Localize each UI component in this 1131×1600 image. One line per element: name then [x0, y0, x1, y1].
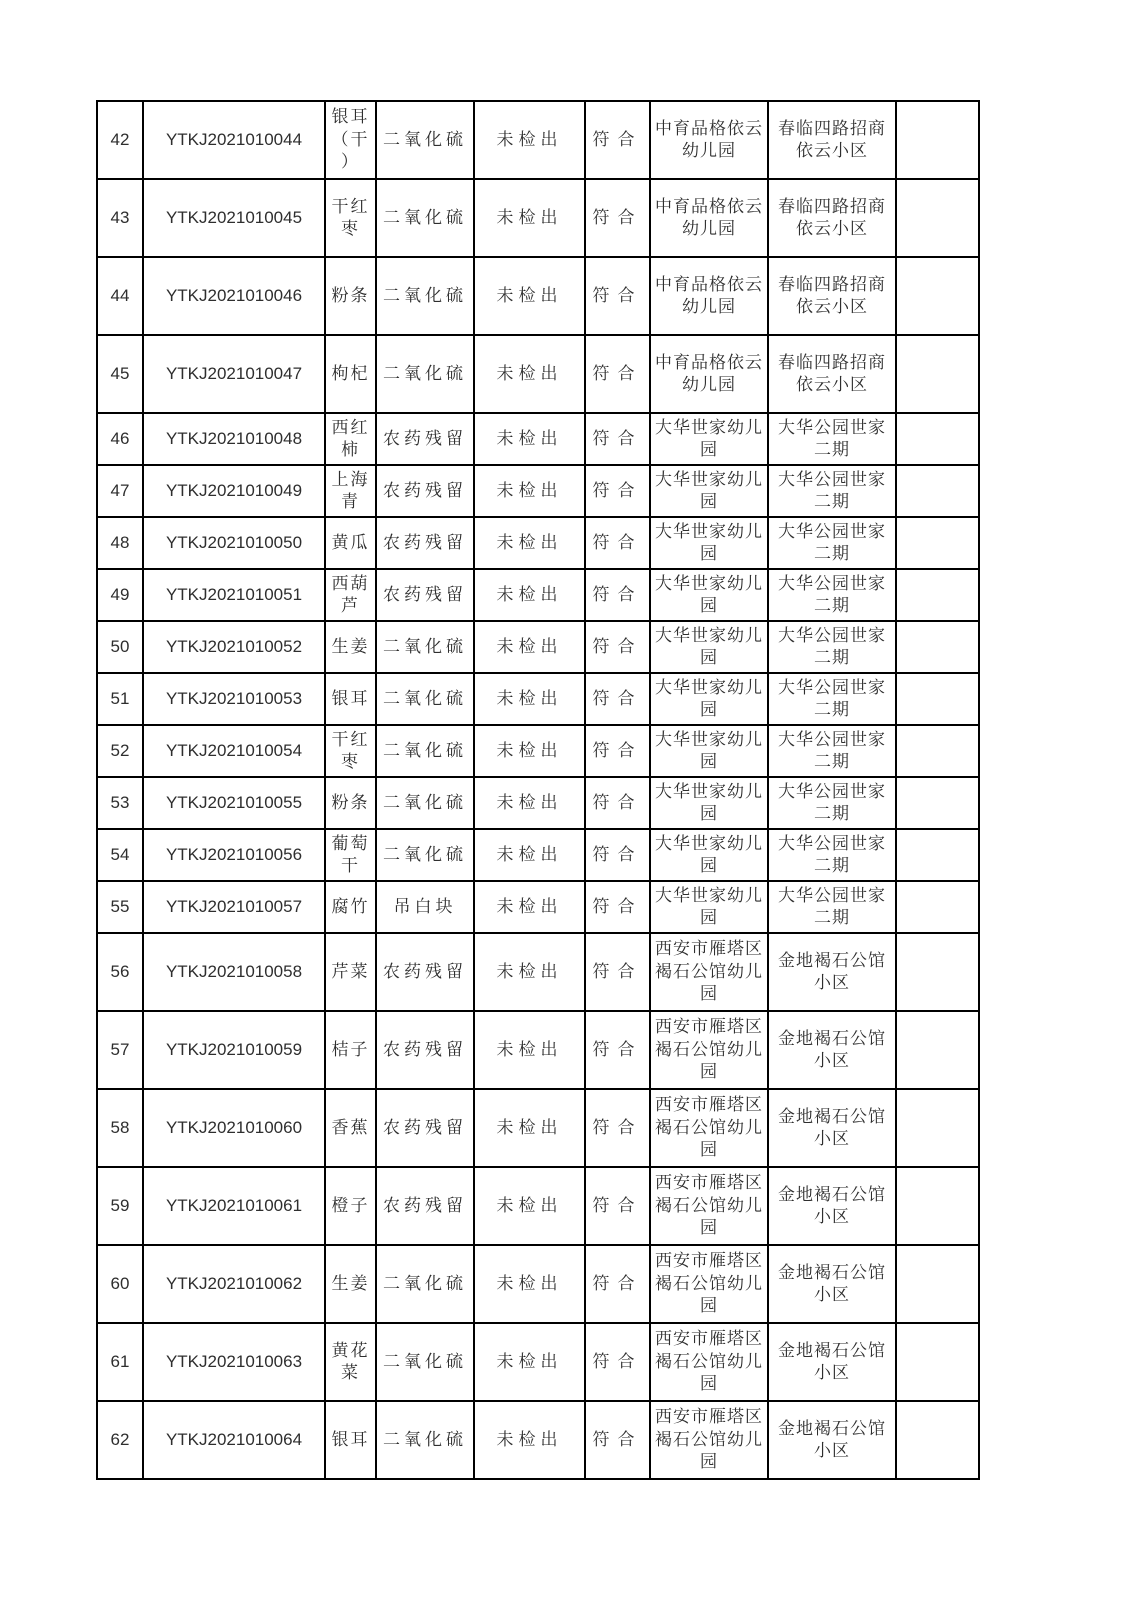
cell-test-item: 二氧化硫 [376, 257, 474, 335]
cell-test-item: 二氧化硫 [376, 1401, 474, 1479]
cell-note [896, 777, 979, 829]
cell-sample-name: 银耳 [325, 673, 376, 725]
cell-seq: 44 [97, 257, 143, 335]
cell-conclusion: 符合 [585, 777, 650, 829]
cell-sample-id: YTKJ2021010063 [143, 1323, 325, 1401]
table-row [97, 257, 979, 335]
cell-result: 未检出 [474, 777, 585, 829]
cell-conclusion: 符合 [585, 1167, 650, 1245]
cell-address: 春临四路招商依云小区 [768, 179, 896, 257]
cell-seq: 55 [97, 881, 143, 933]
cell-note [896, 413, 979, 465]
cell-result: 未检出 [474, 1245, 585, 1323]
cell-conclusion: 符合 [585, 933, 650, 1011]
cell-institution: 西安市雁塔区褐石公馆幼儿园 [650, 933, 768, 1011]
cell-seq: 53 [97, 777, 143, 829]
cell-note [896, 1011, 979, 1089]
cell-institution: 大华世家幼儿园 [650, 517, 768, 569]
cell-seq: 50 [97, 621, 143, 673]
cell-test-item: 二氧化硫 [376, 1323, 474, 1401]
cell-test-item: 二氧化硫 [376, 1245, 474, 1323]
table-row [97, 179, 979, 257]
cell-conclusion: 符合 [585, 257, 650, 335]
cell-institution: 西安市雁塔区褐石公馆幼儿园 [650, 1167, 768, 1245]
cell-sample-id: YTKJ2021010059 [143, 1011, 325, 1089]
table-row [97, 777, 979, 829]
cell-seq: 51 [97, 673, 143, 725]
cell-conclusion: 符合 [585, 725, 650, 777]
cell-result: 未检出 [474, 1323, 585, 1401]
table-row [97, 1167, 979, 1245]
cell-conclusion: 符合 [585, 569, 650, 621]
cell-note [896, 621, 979, 673]
cell-address: 金地褐石公馆小区 [768, 1401, 896, 1479]
cell-test-item: 农药残留 [376, 465, 474, 517]
cell-sample-id: YTKJ2021010062 [143, 1245, 325, 1323]
cell-conclusion: 符合 [585, 1401, 650, 1479]
cell-result: 未检出 [474, 1089, 585, 1167]
cell-address: 金地褐石公馆小区 [768, 1167, 896, 1245]
table-row [97, 1089, 979, 1167]
cell-address: 大华公园世家二期 [768, 465, 896, 517]
cell-note [896, 881, 979, 933]
cell-sample-name: 芹菜 [325, 933, 376, 1011]
cell-note [896, 1401, 979, 1479]
cell-test-item: 二氧化硫 [376, 101, 474, 179]
cell-sample-id: YTKJ2021010056 [143, 829, 325, 881]
cell-institution: 大华世家幼儿园 [650, 569, 768, 621]
cell-sample-name: 粉条 [325, 777, 376, 829]
cell-address: 大华公园世家二期 [768, 725, 896, 777]
cell-address: 大华公园世家二期 [768, 621, 896, 673]
cell-note [896, 101, 979, 179]
cell-result: 未检出 [474, 179, 585, 257]
cell-address: 春临四路招商依云小区 [768, 257, 896, 335]
cell-institution: 大华世家幼儿园 [650, 881, 768, 933]
cell-note [896, 1167, 979, 1245]
cell-address: 金地褐石公馆小区 [768, 1011, 896, 1089]
cell-sample-id: YTKJ2021010045 [143, 179, 325, 257]
table-row [97, 465, 979, 517]
cell-seq: 61 [97, 1323, 143, 1401]
cell-sample-name: 西红柿 [325, 413, 376, 465]
cell-seq: 48 [97, 517, 143, 569]
cell-conclusion: 符合 [585, 1245, 650, 1323]
table-row [97, 933, 979, 1011]
cell-result: 未检出 [474, 725, 585, 777]
cell-conclusion: 符合 [585, 621, 650, 673]
cell-sample-id: YTKJ2021010048 [143, 413, 325, 465]
cell-test-item: 吊白块 [376, 881, 474, 933]
cell-result: 未检出 [474, 257, 585, 335]
cell-seq: 42 [97, 101, 143, 179]
cell-seq: 60 [97, 1245, 143, 1323]
cell-sample-name: 黄花菜 [325, 1323, 376, 1401]
cell-address: 金地褐石公馆小区 [768, 1245, 896, 1323]
cell-institution: 西安市雁塔区褐石公馆幼儿园 [650, 1323, 768, 1401]
cell-seq: 58 [97, 1089, 143, 1167]
cell-institution: 大华世家幼儿园 [650, 673, 768, 725]
table-row [97, 1323, 979, 1401]
table-row [97, 673, 979, 725]
cell-seq: 57 [97, 1011, 143, 1089]
cell-test-item: 农药残留 [376, 569, 474, 621]
cell-institution: 西安市雁塔区褐石公馆幼儿园 [650, 1401, 768, 1479]
cell-conclusion: 符合 [585, 335, 650, 413]
cell-result: 未检出 [474, 829, 585, 881]
cell-address: 春临四路招商依云小区 [768, 335, 896, 413]
cell-test-item: 二氧化硫 [376, 335, 474, 413]
cell-test-item: 农药残留 [376, 933, 474, 1011]
inspection-table-body [97, 101, 979, 1479]
cell-note [896, 465, 979, 517]
cell-seq: 62 [97, 1401, 143, 1479]
cell-note [896, 1323, 979, 1401]
cell-note [896, 179, 979, 257]
cell-sample-name: 银耳 [325, 1401, 376, 1479]
cell-note [896, 517, 979, 569]
cell-address: 大华公园世家二期 [768, 829, 896, 881]
cell-result: 未检出 [474, 465, 585, 517]
cell-address: 大华公园世家二期 [768, 777, 896, 829]
cell-result: 未检出 [474, 1011, 585, 1089]
cell-test-item: 二氧化硫 [376, 673, 474, 725]
cell-sample-name: 生姜 [325, 1245, 376, 1323]
cell-sample-name: 香蕉 [325, 1089, 376, 1167]
cell-test-item: 农药残留 [376, 517, 474, 569]
cell-note [896, 1245, 979, 1323]
cell-result: 未检出 [474, 881, 585, 933]
table-row [97, 725, 979, 777]
cell-conclusion: 符合 [585, 673, 650, 725]
table-row [97, 413, 979, 465]
cell-conclusion: 符合 [585, 881, 650, 933]
cell-test-item: 农药残留 [376, 1167, 474, 1245]
cell-sample-name: 干红枣 [325, 725, 376, 777]
cell-result: 未检出 [474, 101, 585, 179]
cell-test-item: 农药残留 [376, 1011, 474, 1089]
cell-result: 未检出 [474, 1401, 585, 1479]
cell-institution: 中育品格依云幼儿园 [650, 179, 768, 257]
cell-note [896, 725, 979, 777]
cell-address: 金地褐石公馆小区 [768, 1323, 896, 1401]
table-row [97, 335, 979, 413]
cell-note [896, 673, 979, 725]
cell-sample-id: YTKJ2021010061 [143, 1167, 325, 1245]
cell-address: 大华公园世家二期 [768, 881, 896, 933]
table-row [97, 881, 979, 933]
cell-address: 大华公园世家二期 [768, 517, 896, 569]
cell-result: 未检出 [474, 621, 585, 673]
cell-conclusion: 符合 [585, 1323, 650, 1401]
cell-conclusion: 符合 [585, 465, 650, 517]
cell-sample-name: 腐竹 [325, 881, 376, 933]
cell-address: 春临四路招商依云小区 [768, 101, 896, 179]
cell-institution: 中育品格依云幼儿园 [650, 335, 768, 413]
cell-test-item: 二氧化硫 [376, 829, 474, 881]
cell-seq: 59 [97, 1167, 143, 1245]
cell-test-item: 二氧化硫 [376, 179, 474, 257]
cell-conclusion: 符合 [585, 1089, 650, 1167]
cell-test-item: 农药残留 [376, 413, 474, 465]
cell-sample-id: YTKJ2021010049 [143, 465, 325, 517]
cell-institution: 大华世家幼儿园 [650, 777, 768, 829]
cell-seq: 45 [97, 335, 143, 413]
cell-address: 大华公园世家二期 [768, 673, 896, 725]
table-row [97, 569, 979, 621]
cell-seq: 46 [97, 413, 143, 465]
cell-sample-id: YTKJ2021010058 [143, 933, 325, 1011]
cell-conclusion: 符合 [585, 517, 650, 569]
table-row [97, 1011, 979, 1089]
cell-address: 大华公园世家二期 [768, 413, 896, 465]
cell-sample-id: YTKJ2021010044 [143, 101, 325, 179]
cell-conclusion: 符合 [585, 101, 650, 179]
cell-note [896, 569, 979, 621]
cell-sample-name: 枸杞 [325, 335, 376, 413]
cell-institution: 中育品格依云幼儿园 [650, 257, 768, 335]
cell-seq: 49 [97, 569, 143, 621]
cell-note [896, 1089, 979, 1167]
cell-sample-id: YTKJ2021010046 [143, 257, 325, 335]
cell-result: 未检出 [474, 335, 585, 413]
cell-note [896, 933, 979, 1011]
cell-conclusion: 符合 [585, 829, 650, 881]
cell-sample-name: 生姜 [325, 621, 376, 673]
cell-address: 大华公园世家二期 [768, 569, 896, 621]
cell-seq: 56 [97, 933, 143, 1011]
cell-seq: 52 [97, 725, 143, 777]
cell-sample-name: 银耳（干） [325, 101, 376, 179]
cell-note [896, 257, 979, 335]
cell-sample-id: YTKJ2021010052 [143, 621, 325, 673]
cell-result: 未检出 [474, 517, 585, 569]
cell-note [896, 335, 979, 413]
cell-sample-id: YTKJ2021010050 [143, 517, 325, 569]
cell-institution: 西安市雁塔区褐石公馆幼儿园 [650, 1089, 768, 1167]
cell-seq: 54 [97, 829, 143, 881]
cell-institution: 大华世家幼儿园 [650, 413, 768, 465]
cell-conclusion: 符合 [585, 413, 650, 465]
cell-test-item: 二氧化硫 [376, 777, 474, 829]
cell-result: 未检出 [474, 1167, 585, 1245]
cell-result: 未检出 [474, 413, 585, 465]
cell-address: 金地褐石公馆小区 [768, 933, 896, 1011]
cell-institution: 大华世家幼儿园 [650, 725, 768, 777]
cell-sample-id: YTKJ2021010060 [143, 1089, 325, 1167]
cell-institution: 中育品格依云幼儿园 [650, 101, 768, 179]
cell-sample-name: 葡萄干 [325, 829, 376, 881]
cell-sample-id: YTKJ2021010054 [143, 725, 325, 777]
cell-sample-name: 西葫芦 [325, 569, 376, 621]
cell-conclusion: 符合 [585, 1011, 650, 1089]
cell-test-item: 二氧化硫 [376, 725, 474, 777]
cell-sample-name: 上海青 [325, 465, 376, 517]
table-row [97, 829, 979, 881]
cell-institution: 大华世家幼儿园 [650, 621, 768, 673]
cell-test-item: 二氧化硫 [376, 621, 474, 673]
cell-sample-id: YTKJ2021010064 [143, 1401, 325, 1479]
table-row [97, 1401, 979, 1479]
cell-test-item: 农药残留 [376, 1089, 474, 1167]
cell-institution: 大华世家幼儿园 [650, 829, 768, 881]
cell-institution: 西安市雁塔区褐石公馆幼儿园 [650, 1245, 768, 1323]
cell-sample-id: YTKJ2021010047 [143, 335, 325, 413]
cell-sample-name: 干红枣 [325, 179, 376, 257]
cell-result: 未检出 [474, 933, 585, 1011]
cell-note [896, 829, 979, 881]
table-row [97, 1245, 979, 1323]
table-row [97, 621, 979, 673]
cell-sample-id: YTKJ2021010057 [143, 881, 325, 933]
cell-seq: 43 [97, 179, 143, 257]
cell-conclusion: 符合 [585, 179, 650, 257]
cell-result: 未检出 [474, 569, 585, 621]
cell-sample-id: YTKJ2021010051 [143, 569, 325, 621]
table-row [97, 517, 979, 569]
cell-sample-name: 橙子 [325, 1167, 376, 1245]
cell-address: 金地褐石公馆小区 [768, 1089, 896, 1167]
cell-seq: 47 [97, 465, 143, 517]
cell-sample-name: 粉条 [325, 257, 376, 335]
cell-sample-id: YTKJ2021010055 [143, 777, 325, 829]
table-row [97, 101, 979, 179]
cell-institution: 西安市雁塔区褐石公馆幼儿园 [650, 1011, 768, 1089]
inspection-table [96, 100, 980, 1480]
cell-result: 未检出 [474, 673, 585, 725]
cell-sample-name: 桔子 [325, 1011, 376, 1089]
cell-sample-id: YTKJ2021010053 [143, 673, 325, 725]
cell-institution: 大华世家幼儿园 [650, 465, 768, 517]
cell-sample-name: 黄瓜 [325, 517, 376, 569]
